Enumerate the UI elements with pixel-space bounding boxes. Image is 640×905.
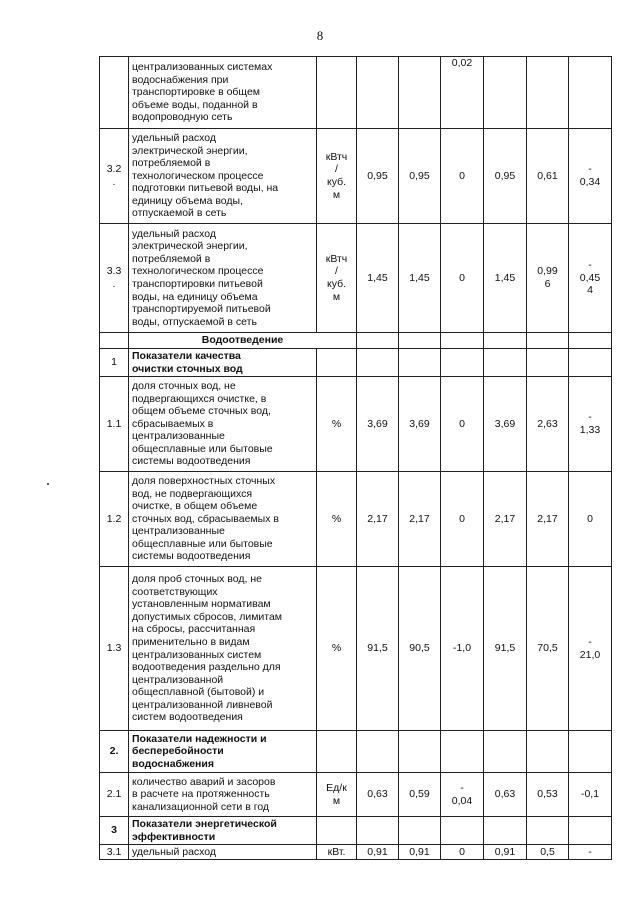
- value-cell: 0: [569, 472, 612, 567]
- indicator-description: количество аварий и засоров в расчете на протяженность канализационной сети в год: [129, 773, 317, 817]
- value-cell: 0: [441, 845, 484, 860]
- value-cell: 0,95: [357, 129, 399, 224]
- table-row: [100, 349, 612, 377]
- value-cell: 0,59: [399, 773, 441, 817]
- value-cell: 3,69: [357, 377, 399, 472]
- row-number: 1.2: [100, 472, 129, 567]
- value-cell: 3,69: [484, 377, 527, 472]
- value-cell: - 0,34: [569, 129, 612, 224]
- table-row: [100, 567, 612, 731]
- value-cell: 0: [441, 472, 484, 567]
- value-cell: 0,91: [484, 845, 527, 860]
- section-title: Показатели энергетической эффективности: [129, 817, 317, 845]
- row-number: 1: [100, 349, 129, 377]
- value-cell: 3,69: [399, 377, 441, 472]
- row-number: 3: [100, 817, 129, 845]
- row-number: 2.: [100, 731, 129, 773]
- section-heading: Водоотведение: [129, 333, 357, 349]
- value-cell: 0: [441, 377, 484, 472]
- table-row: [100, 845, 612, 860]
- row-number: 3.1: [100, 845, 129, 860]
- value-cell: 0,63: [357, 773, 399, 817]
- table-row: [100, 57, 612, 129]
- table-row: [100, 731, 612, 773]
- value-cell: [357, 57, 399, 129]
- value-cell: 90,5: [399, 567, 441, 731]
- value-cell: 0,63: [484, 773, 527, 817]
- value-cell: - 0,04: [441, 773, 484, 817]
- unit-cell: кВтч / куб. м: [317, 224, 357, 333]
- value-cell: 0,02: [441, 57, 484, 129]
- value-cell: 1,45: [399, 224, 441, 333]
- unit-cell: кВтч / куб. м: [317, 129, 357, 224]
- indicator-description: удельный расход электрической энергии, потребляемой в технологическом процессе подготовки питьевой воды, на единицу объема воды, отпускаемой в сеть: [129, 129, 317, 224]
- value-cell: 1,45: [357, 224, 399, 333]
- value-cell: 0,95: [484, 129, 527, 224]
- value-cell: 2,17: [357, 472, 399, 567]
- unit-cell: кВт.: [317, 845, 357, 860]
- value-cell: 2,17: [399, 472, 441, 567]
- unit-cell: [317, 57, 357, 129]
- value-cell: 91,5: [357, 567, 399, 731]
- indicators-table: [99, 56, 612, 860]
- row-number: 3.3 .: [100, 224, 129, 333]
- row-number: 1.3: [100, 567, 129, 731]
- value-cell: 91,5: [484, 567, 527, 731]
- value-cell: 2,17: [527, 472, 569, 567]
- scan-speck: [47, 483, 49, 485]
- value-cell: 2,17: [484, 472, 527, 567]
- unit-cell: %: [317, 377, 357, 472]
- value-cell: -: [569, 845, 612, 860]
- row-number: [100, 57, 129, 129]
- value-cell: 0,95: [399, 129, 441, 224]
- section-heading-row: [100, 333, 612, 349]
- section-title: Показатели надежности и бесперебойности водоснабжения: [129, 731, 317, 773]
- value-cell: 0: [441, 224, 484, 333]
- value-cell: 2,63: [527, 377, 569, 472]
- unit-cell: Ед/к м: [317, 773, 357, 817]
- value-cell: 0: [441, 129, 484, 224]
- indicator-description: централизованных системах водоснабжения при транспортировке в общем объеме воды, поданной в водопроводную сеть: [129, 57, 317, 129]
- value-cell: 0,53: [527, 773, 569, 817]
- indicator-description: доля сточных вод, не подвергающихся очистке, в общем объеме сточных вод, сбрасываемых в централизованные общесплавные или бытовые системы водоотведения: [129, 377, 317, 472]
- unit-cell: %: [317, 472, 357, 567]
- table-row: [100, 129, 612, 224]
- value-cell: 0,61: [527, 129, 569, 224]
- value-cell: 70,5: [527, 567, 569, 731]
- indicator-description: доля поверхностных сточных вод, не подвергающихся очистке, в общем объеме сточных вод, сбрасываемых в централизованные общесплавные или бытовые системы водоотведения: [129, 472, 317, 567]
- section-title: Показатели качества очистки сточных вод: [129, 349, 317, 377]
- value-cell: - 21,0: [569, 567, 612, 731]
- indicator-description: удельный расход: [129, 845, 317, 860]
- table-row: [100, 773, 612, 817]
- indicator-description: удельный расход электрической энергии, потребляемой в технологическом процессе транспортировки питьевой воды, на единицу объема транспортируемой питьевой воды, отпускаемой в сеть: [129, 224, 317, 333]
- row-number: 2.1: [100, 773, 129, 817]
- table-row: [100, 377, 612, 472]
- unit-cell: %: [317, 567, 357, 731]
- value-cell: 0,91: [399, 845, 441, 860]
- value-cell: [527, 57, 569, 129]
- indicator-description: доля проб сточных вод, не соответствующих установленным нормативам допустимых сбросов, лимитам на сбросы, рассчитанная применительно в видам централизованных систем водоотведения раздельно для централизованной общесплавной (бытовой) и централизованной ливневой систем водоотведения: [129, 567, 317, 731]
- value-cell: -1,0: [441, 567, 484, 731]
- value-cell: [569, 57, 612, 129]
- table-row: [100, 472, 612, 567]
- value-cell: - 0,45 4: [569, 224, 612, 333]
- value-cell: 0,5: [527, 845, 569, 860]
- table-row: [100, 817, 612, 845]
- value-cell: 1,45: [484, 224, 527, 333]
- table-row: [100, 224, 612, 333]
- value-cell: -0,1: [569, 773, 612, 817]
- row-number: 3.2 .: [100, 129, 129, 224]
- value-cell: [399, 57, 441, 129]
- value-cell: [484, 57, 527, 129]
- page-number: 8: [316, 28, 324, 43]
- value-cell: 0,99 6: [527, 224, 569, 333]
- value-cell: 0,91: [357, 845, 399, 860]
- value-cell: - 1,33: [569, 377, 612, 472]
- row-number: 1.1: [100, 377, 129, 472]
